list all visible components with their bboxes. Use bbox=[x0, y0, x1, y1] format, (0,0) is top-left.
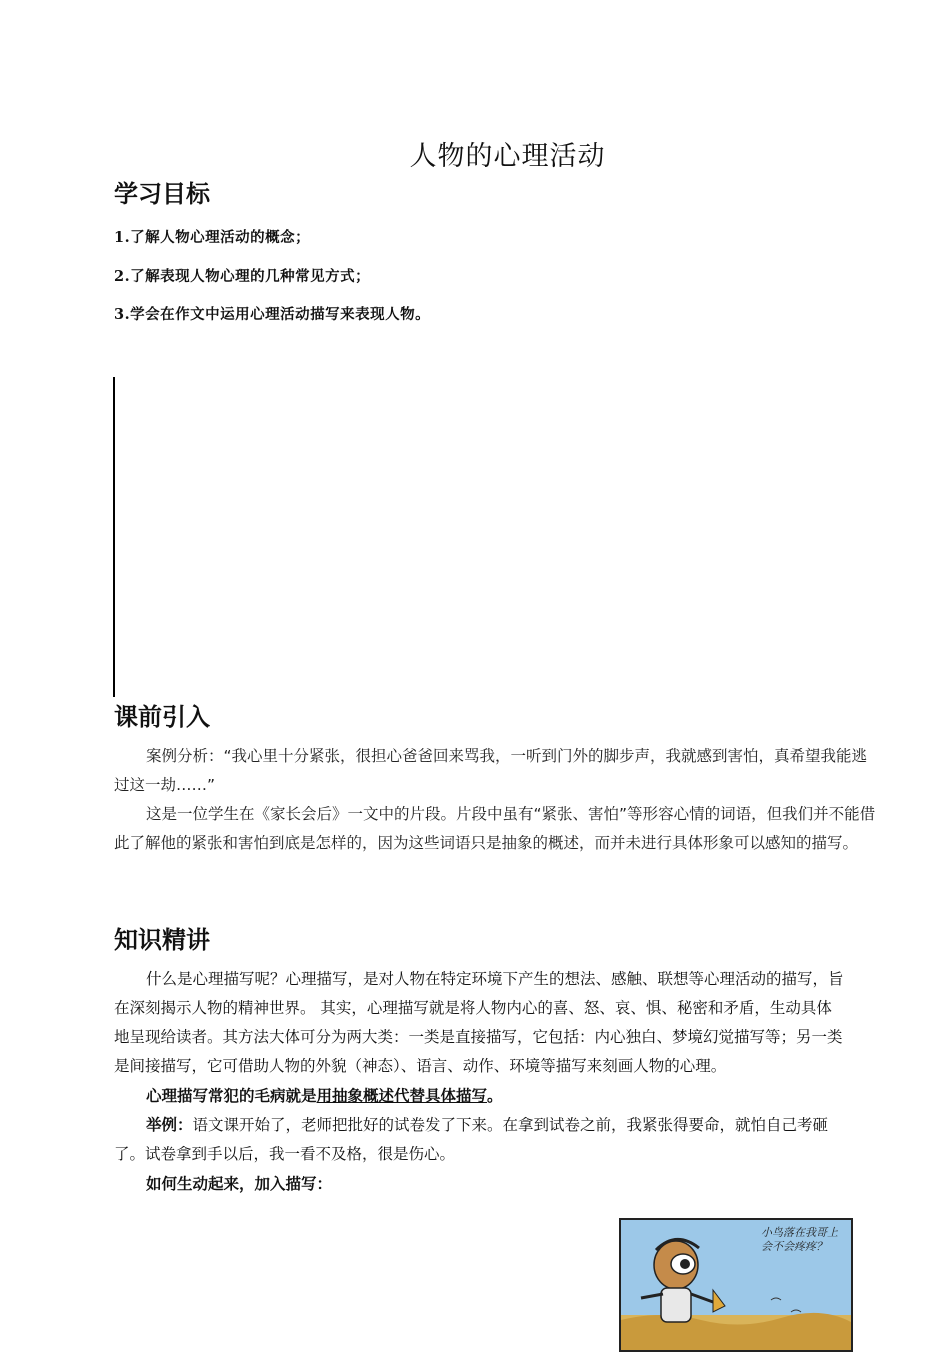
intro-paragraphs bbox=[114, 742, 879, 858]
case-analysis: 案例分析：“我心里十分紧张，很担心爸爸回来骂我，一听到门外的脚步声，我就感到害怕，真希望我能逃过这一劫……” bbox=[114, 747, 868, 794]
vertical-rule bbox=[113, 377, 115, 697]
analysis-text: 这是一位学生在《家长会后》一文中的片段。片段中虽有“紧张、害怕”等形容心情的词语，但我们并不能借此了解他的紧张和害怕到底是怎样的，因为这些词语只是抽象的概述，而并未进行具体形象可以感知的描写。 bbox=[114, 805, 876, 852]
goal-item: 2.了解表现人物心理的几种常见方式； bbox=[114, 268, 371, 285]
example-text bbox=[114, 1110, 844, 1169]
how-to-text: 如何生动起来，加入描写： bbox=[146, 1174, 333, 1193]
example-body: 语文课开始了，老师把批好的试卷发了下来。在拿到试卷之前，我紧张得要命，就怕自己考砸了。试卷拿到手以后，我一看不及格，很是伤心。 bbox=[114, 1116, 829, 1163]
fault-text bbox=[114, 1081, 844, 1110]
comic-illustration bbox=[619, 1218, 853, 1352]
fault-prefix: 心理描写常犯的毛病就是 bbox=[146, 1086, 317, 1105]
knowledge-heading: 知识精讲 bbox=[114, 926, 210, 954]
example-label: 举例： bbox=[146, 1115, 193, 1134]
intro-heading: 课前引入 bbox=[114, 703, 210, 731]
comic-caption: 小鸟落在我哥上会不会疼疼？ bbox=[761, 1226, 838, 1253]
goal-item: 1.了解人物心理活动的概念； bbox=[114, 229, 311, 246]
page-title: 人物的心理活动 bbox=[409, 141, 606, 172]
knowledge-paragraphs bbox=[114, 965, 844, 1198]
fault-suffix: 。 bbox=[487, 1086, 503, 1105]
goal-item: 3.学会在作文中运用心理活动描写来表现人物。 bbox=[114, 306, 431, 323]
definition-text: 什么是心理描写呢？心理描写，是对人物在特定环境下产生的想法、感触、联想等心理活动的描写，旨在深刻揭示人物的精神世界。 其实，心理描写就是将人物内心的喜、怒、哀、惧、秘密和矛盾，生动具体地呈现给读者。其方法大体可分为两大类：一类是直接描写，它包括：内心独白、梦境幻觉描写等；另一类是间接描写，它可借助人物的外貌（神态）、语言、动作、环境等描写来刻画人物的心理。 bbox=[114, 970, 844, 1075]
fault-emphasis: 用抽象概述代替具体描写 bbox=[316, 1086, 488, 1105]
goals-heading: 学习目标 bbox=[114, 180, 210, 208]
